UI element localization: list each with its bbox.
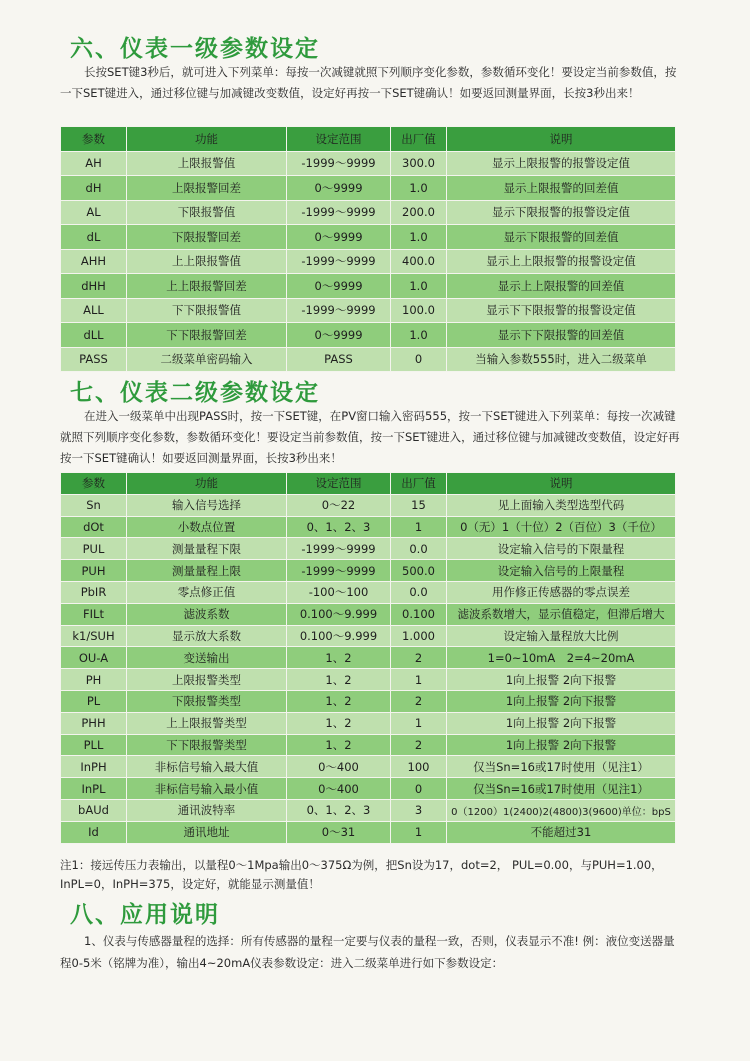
table-row [61, 274, 676, 299]
param-cell: Sn [61, 494, 127, 516]
range-cell: 0.100～9.999 [287, 603, 391, 625]
table-row [61, 249, 676, 274]
header-function: 功能 [127, 127, 287, 152]
description-cell: 不能超过31 [447, 821, 676, 843]
default-cell: 2 [391, 690, 447, 712]
function-cell: 下下限报警值 [127, 298, 287, 323]
default-cell: 1.000 [391, 625, 447, 647]
param-cell: FILt [61, 603, 127, 625]
header-description: 说明 [447, 127, 676, 152]
description-cell: 设定输入信号的下限量程 [447, 538, 676, 560]
default-cell: 1.0 [391, 176, 447, 201]
table-header-row [61, 127, 676, 152]
range-cell: 1、2 [287, 647, 391, 669]
level1-param-table [60, 126, 676, 372]
table-row [61, 647, 676, 669]
default-cell: 0 [391, 778, 447, 800]
description-cell: 1向上报警 2向下报警 [447, 690, 676, 712]
param-cell: dOt [61, 516, 127, 538]
function-cell: 输入信号选择 [127, 494, 287, 516]
description-cell: 见上面输入类型选型代码 [447, 494, 676, 516]
table-row [61, 581, 676, 603]
default-cell: 2 [391, 734, 447, 756]
description-cell: 0（无）1（十位）2（百位）3（千位） [447, 516, 676, 538]
range-cell: -100～100 [287, 581, 391, 603]
range-cell: 0.100～9.999 [287, 625, 391, 647]
range-cell: 1、2 [287, 734, 391, 756]
default-cell: 100.0 [391, 298, 447, 323]
table-row [61, 821, 676, 843]
param-cell: InPL [61, 778, 127, 800]
range-cell: 0～9999 [287, 176, 391, 201]
param-cell: PASS [61, 347, 127, 372]
param-cell: ALL [61, 298, 127, 323]
default-cell: 1.0 [391, 323, 447, 348]
table-row [61, 516, 676, 538]
default-cell: 500.0 [391, 560, 447, 582]
param-cell: bAUd [61, 799, 127, 821]
table-row [61, 151, 676, 176]
default-cell: 2 [391, 647, 447, 669]
range-cell: 0、1、2、3 [287, 516, 391, 538]
section8-text: 1、仪表与传感器量程的选择：所有传感器的量程一定要与仪表的量程一致，否则，仪表显示不准! 例：液位变送器量程0-5米（铭牌为准），输出4~20mA仪表参数设定：进入二级菜单进行如下参数设定： [60, 934, 675, 970]
param-cell: dLL [61, 323, 127, 348]
description-cell: 1向上报警 2向下报警 [447, 734, 676, 756]
function-cell: 上上限报警回差 [127, 274, 287, 299]
function-cell: 下下限报警类型 [127, 734, 287, 756]
function-cell: 测量量程下限 [127, 538, 287, 560]
section6-title: 六、仪表一级参数设定 [70, 36, 320, 62]
function-cell: 上上限报警值 [127, 249, 287, 274]
param-cell: dH [61, 176, 127, 201]
range-cell: 0～9999 [287, 323, 391, 348]
function-cell: 下下限报警回差 [127, 323, 287, 348]
description-cell: 显示上上限报警的回差值 [447, 274, 676, 299]
default-cell: 1 [391, 516, 447, 538]
table-row [61, 712, 676, 734]
default-cell: 0.0 [391, 538, 447, 560]
table-row [61, 298, 676, 323]
range-cell: 0～31 [287, 821, 391, 843]
default-cell: 1 [391, 669, 447, 691]
range-cell: 0～400 [287, 756, 391, 778]
function-cell: 下限报警类型 [127, 690, 287, 712]
default-cell: 300.0 [391, 151, 447, 176]
default-cell: 1 [391, 821, 447, 843]
description-cell: 1=0~10mA 2=4~20mA [447, 647, 676, 669]
range-cell: -1999～9999 [287, 298, 391, 323]
range-cell: 0～9999 [287, 225, 391, 250]
param-cell: PUH [61, 560, 127, 582]
function-cell: 小数点位置 [127, 516, 287, 538]
function-cell: 显示放大系数 [127, 625, 287, 647]
description-cell: 用作修正传感器的零点误差 [447, 581, 676, 603]
range-cell: 0、1、2、3 [287, 799, 391, 821]
section6-intro: 长按SET键3秒后，就可进入下列菜单：每按一次减键就照下列顺序变化参数，参数循环变化！要设定当前参数值，按一下SET键进入，通过移位键与加减键改变数值，设定好再按一下SET键确认！如要返回测量界面，长按3秒出来！ [60, 65, 677, 100]
description-cell: 显示下限报警的报警设定值 [447, 200, 676, 225]
header-param: 参数 [61, 127, 127, 152]
function-cell: 上限报警类型 [127, 669, 287, 691]
description-cell: 显示下限报警的回差值 [447, 225, 676, 250]
default-cell: 3 [391, 799, 447, 821]
header-default: 出厂值 [391, 473, 447, 495]
level2-param-table [60, 472, 676, 844]
table-row [61, 538, 676, 560]
function-cell: 非标信号输入最小值 [127, 778, 287, 800]
note-1: 注1：接远传压力表输出，以量程0～1Mpa输出0～375Ω为例，把Sn设为17，dot=2， PUL=0.00，与PUH=1.00，InPL=0，InPH=375，设定好，就能显示测量值！ [60, 858, 663, 891]
param-cell: PLL [61, 734, 127, 756]
description-cell: 显示下下限报警的报警设定值 [447, 298, 676, 323]
description-cell: 仅当Sn=16或17时使用（见注1） [447, 778, 676, 800]
param-cell: Id [61, 821, 127, 843]
default-cell: 15 [391, 494, 447, 516]
description-cell: 设定输入信号的上限量程 [447, 560, 676, 582]
table-row [61, 690, 676, 712]
table-row [61, 176, 676, 201]
function-cell: 变送输出 [127, 647, 287, 669]
default-cell: 200.0 [391, 200, 447, 225]
table-row [61, 347, 676, 372]
function-cell: 滤波系数 [127, 603, 287, 625]
default-cell: 400.0 [391, 249, 447, 274]
default-cell: 1.0 [391, 274, 447, 299]
table-row [61, 778, 676, 800]
description-cell: 显示下下限报警的回差值 [447, 323, 676, 348]
range-cell: 1、2 [287, 690, 391, 712]
function-cell: 二级菜单密码输入 [127, 347, 287, 372]
header-default: 出厂值 [391, 127, 447, 152]
param-cell: dHH [61, 274, 127, 299]
function-cell: 非标信号输入最大值 [127, 756, 287, 778]
description-cell: 仅当Sn=16或17时使用（见注1） [447, 756, 676, 778]
table-row [61, 734, 676, 756]
section8-title: 八、应用说明 [70, 902, 220, 928]
range-cell: -1999～9999 [287, 249, 391, 274]
function-cell: 上上限报警类型 [127, 712, 287, 734]
param-cell: AHH [61, 249, 127, 274]
param-cell: PH [61, 669, 127, 691]
param-cell: PUL [61, 538, 127, 560]
description-cell: 显示上限报警的回差值 [447, 176, 676, 201]
param-cell: PbIR [61, 581, 127, 603]
function-cell: 通讯地址 [127, 821, 287, 843]
header-function: 功能 [127, 473, 287, 495]
section7-title: 七、仪表二级参数设定 [70, 380, 320, 406]
function-cell: 下限报警回差 [127, 225, 287, 250]
header-range: 设定范围 [287, 473, 391, 495]
table-row [61, 669, 676, 691]
range-cell: 0～400 [287, 778, 391, 800]
table-row [61, 799, 676, 821]
function-cell: 测量量程上限 [127, 560, 287, 582]
description-cell: 当输入参数555时，进入二级菜单 [447, 347, 676, 372]
range-cell: 0～9999 [287, 274, 391, 299]
function-cell: 上限报警值 [127, 151, 287, 176]
table-row [61, 494, 676, 516]
default-cell: 0 [391, 347, 447, 372]
param-cell: k1/SUH [61, 625, 127, 647]
description-cell: 滤波系数增大，显示值稳定，但滞后增大 [447, 603, 676, 625]
range-cell: -1999～9999 [287, 560, 391, 582]
default-cell: 100 [391, 756, 447, 778]
range-cell: 1、2 [287, 669, 391, 691]
param-cell: AL [61, 200, 127, 225]
range-cell: 0～22 [287, 494, 391, 516]
header-description: 说明 [447, 473, 676, 495]
table-row [61, 756, 676, 778]
header-range: 设定范围 [287, 127, 391, 152]
param-cell: PL [61, 690, 127, 712]
range-cell: -1999～9999 [287, 151, 391, 176]
param-cell: InPH [61, 756, 127, 778]
param-cell: OU-A [61, 647, 127, 669]
table-row [61, 200, 676, 225]
default-cell: 1 [391, 712, 447, 734]
range-cell: PASS [287, 347, 391, 372]
table-row [61, 560, 676, 582]
param-cell: AH [61, 151, 127, 176]
description-cell: 1向上报警 2向下报警 [447, 712, 676, 734]
table-row [61, 625, 676, 647]
section7-intro: 在进入一级菜单中出现PASS时，按一下SET键，在PV窗口输入密码555，按一下SET键进入下列菜单：每按一次减键就照下列顺序变化参数，参数循环变化！要设定当前参数值，按一下SET键进入，通过移位键与加减键改变数值，设定好再按一下SET键确认！如要返回测量界面，长按3秒出来！ [60, 409, 680, 465]
description-cell: 设定输入量程放大比例 [447, 625, 676, 647]
param-cell: PHH [61, 712, 127, 734]
function-cell: 下限报警值 [127, 200, 287, 225]
table-row [61, 603, 676, 625]
param-cell: dL [61, 225, 127, 250]
description-cell: 1向上报警 2向下报警 [447, 669, 676, 691]
default-cell: 0.100 [391, 603, 447, 625]
header-param: 参数 [61, 473, 127, 495]
range-cell: -1999～9999 [287, 538, 391, 560]
range-cell: -1999～9999 [287, 200, 391, 225]
table-row [61, 225, 676, 250]
description-cell: 显示上上限报警的报警设定值 [447, 249, 676, 274]
function-cell: 上限报警回差 [127, 176, 287, 201]
default-cell: 1.0 [391, 225, 447, 250]
default-cell: 0.0 [391, 581, 447, 603]
description-cell: 显示上限报警的报警设定值 [447, 151, 676, 176]
function-cell: 通讯波特率 [127, 799, 287, 821]
table-header-row [61, 473, 676, 495]
range-cell: 1、2 [287, 712, 391, 734]
function-cell: 零点修正值 [127, 581, 287, 603]
table-row [61, 323, 676, 348]
description-cell: 0（1200）1(2400)2(4800)3(9600)单位：bpS [447, 799, 676, 821]
